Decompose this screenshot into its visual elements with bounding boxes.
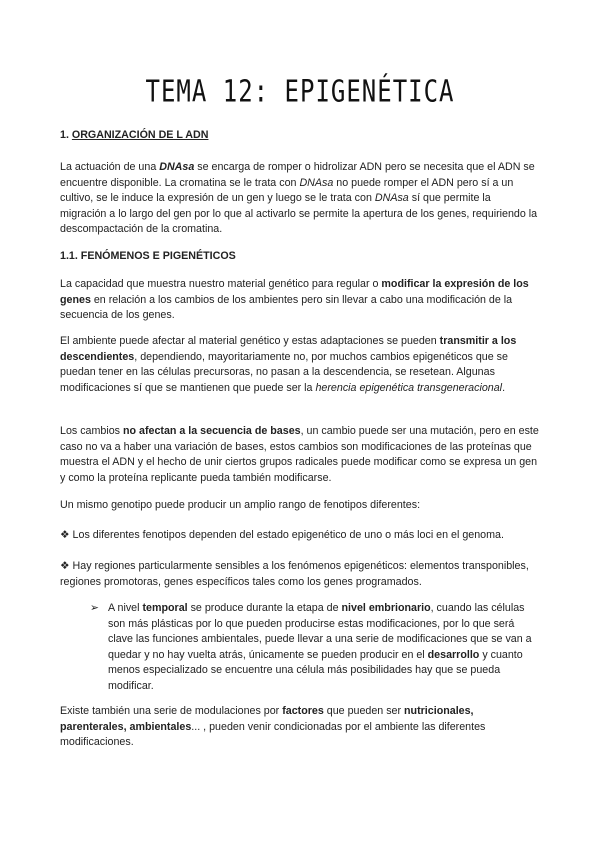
section-heading-1 [60, 128, 540, 144]
italic-text: DNAsa [299, 176, 334, 189]
bold-text: no afectan a la secuencia de bases [122, 425, 301, 437]
bold-text: factores [282, 705, 324, 717]
sub-list-text [108, 601, 540, 695]
text-run: sí que permite la migración a lo largo del gen por lo que al activarlo se permite la apertura de los genes, requiriendo la descompactación de la cromatina. [60, 192, 538, 236]
paragraph-capacidad [60, 277, 540, 324]
text-run: La capacidad que muestra nuestro material genético para regular o [60, 278, 382, 290]
text-run: que pueden ser [323, 705, 405, 717]
section-number: 1. [60, 129, 72, 141]
section-heading-1-1: 1.1. FENÓMENOS E PIGENÉTICOS [60, 250, 236, 262]
text-run: El ambiente puede afectar al material genético y estas adaptaciones se pueden [60, 335, 440, 347]
text-run: no puede romper el ADN pero sí a un cultivo, se le induce la expresión de un gen y luego se le trata con [60, 176, 514, 205]
text-run: ... , pueden venir condicionadas por el ambiente las diferentes modificaciones. [60, 720, 486, 749]
bullet-item-2: ❖ Hay regiones particularmente sensibles a los fenómenos epigenéticos: elementos transponibles, regiones promotoras, genes específicos tales como los genes programados. [60, 560, 529, 588]
section-title: ORGANIZACIÓN DE L ADN [71, 129, 209, 141]
text-run: A nivel [108, 602, 143, 614]
text-run: , dependiendo, mayoritariamente no, por muchos cambios epigenéticos que se puedan tener en las células precursoras, no pasan a la descendencia, se resetean. Algunas modificaciones sí que se mantienen que puede ser la [60, 350, 508, 394]
bold-text: transmitir a los descendientes [60, 335, 517, 363]
bullet-item-1: ❖ Los diferentes fenotipos dependen del estado epigenético de uno o más loci en el genoma. [60, 529, 504, 541]
italic-text: herencia epigenética transgeneracional [315, 381, 503, 394]
text-run: se produce durante la etapa de [187, 602, 342, 614]
text-run: en relación a los cambios de los ambientes pero sin llevar a cabo una modificación de la secuencia de los genes. [60, 293, 513, 322]
text-run: , un cambio puede ser una mutación, pero en este caso no va a haber una variación de bases, estos cambios son modificaciones de las proteínas que muestra el ADN y el hecho de unir ciertos grupos radicales puede modificar como se expresa un gen y como la proteína replicante pueda también modificarse. [60, 425, 539, 484]
bold-text: modificar la expresión de los genes [60, 278, 529, 306]
page-title: TEMA 12: EPIGENÉTICA [145, 74, 455, 109]
text-run: se encarga de romper o hidrolizar ADN pero se necesita que el ADN se encuentre disponible. La cromatina se le trata con [60, 161, 535, 189]
bold-text: temporal [142, 602, 188, 614]
text-run: La actuación de una [60, 161, 160, 173]
paragraph-cambios [60, 424, 540, 486]
paragraph-dnasa [60, 160, 540, 238]
emphasis-text: DNAsa [159, 161, 195, 173]
sub-list-item [90, 601, 540, 695]
text-run: , cuando las células son más plásticas por lo que pueden producirse estas modificaciones, por lo que será clave las funciones ambientales, puede llevar a una serie de modificaciones que se van a quedar y no hay vuelta atrás, únicamente se pueden producir en el [108, 602, 532, 661]
text-run: . [502, 381, 506, 394]
bold-text: desarrollo [427, 648, 480, 661]
text-run: Existe también una serie de modulaciones por [60, 705, 283, 717]
bold-text: nutricionales, parenterales, ambientales [60, 705, 474, 733]
arrow-bullet-icon: ➢ [90, 602, 99, 614]
text-run: y cuanto menos especializado se encuentre una célula más posibilidades hay que se pueda modificar. [108, 648, 523, 692]
italic-text: DNAsa [374, 192, 409, 205]
paragraph-ambiente [60, 334, 540, 396]
bold-text: nivel embrionario [341, 602, 431, 614]
text-run: Los cambios [60, 425, 123, 437]
paragraph-modulaciones [60, 704, 540, 751]
paragraph-genotipo: Un mismo genotipo puede producir un amplio rango de fenotipos diferentes: [60, 499, 421, 511]
